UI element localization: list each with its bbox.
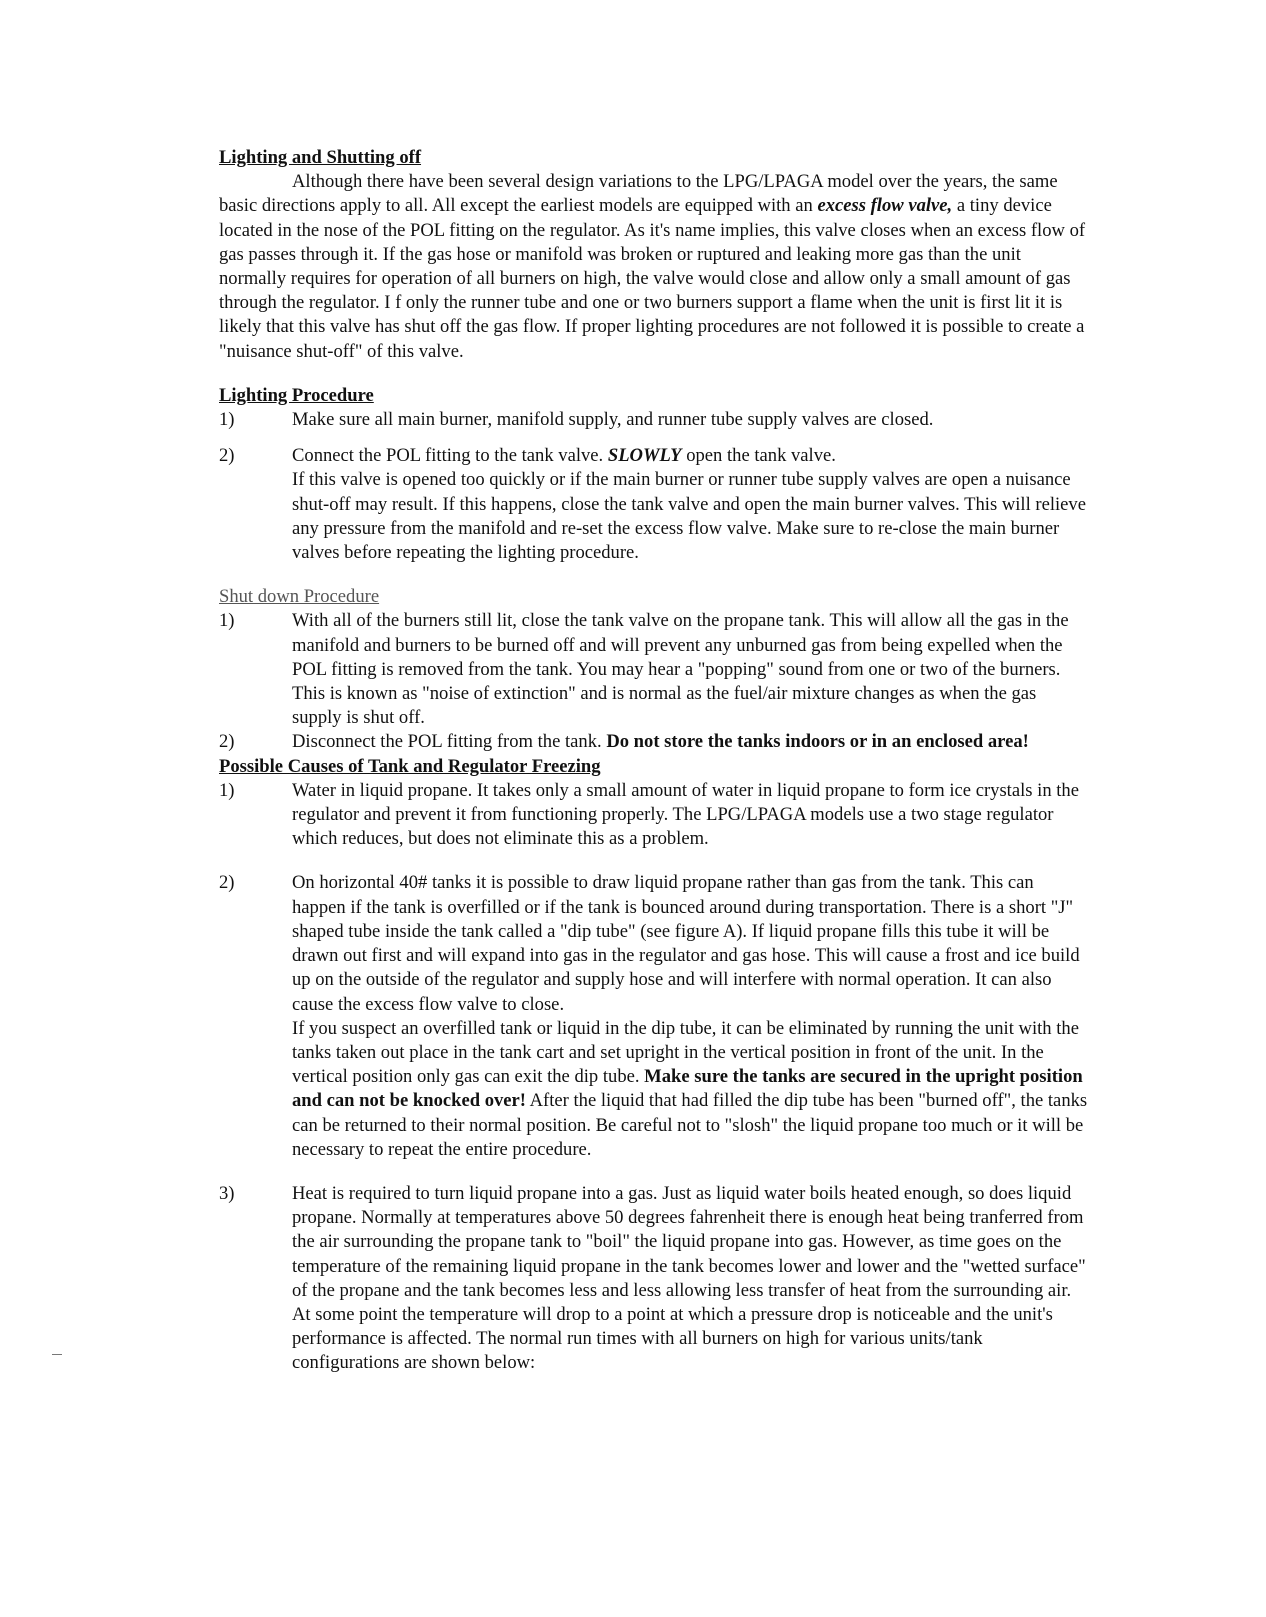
step-number: 3) (219, 1182, 235, 1204)
slowly-emphasis: SLOWLY (607, 445, 682, 467)
freezing-cause-2: 2) On horizontal 40# tanks it is possible to draw liquid propane rather than gas from the tank. This can happen if the tank is overfilled or if the tank is bounced around during transportation. There is a short "J" shaped tube inside the tank called a "dip tube" (see figure A). If liquid propane fills this tube it will be drawn out first and will expand into gas in the regulator and gas hose. This will cause a frost and ice build up on the outside of the regulator and supply hose and will interfere with normal operation. It can also cause the excess flow valve to close. If you suspect an overfilled tank or liquid in the dip tube, it can be eliminated by running the unit with the tanks taken out place in the tank cart and set upright in the vertical position in front of the unit. In the vertical position only gas can exit the dip tube. Make sure the tanks are secured in the upright position and can not be knocked over! After the liquid that had filled the dip tube has been "burned off", the tanks can be returned to their normal position. Be careful not to "slosh" the liquid propane too much or it will be necessary to repeat the entire procedure. (219, 872, 1088, 1160)
excess-flow-valve-term: excess flow valve, (817, 195, 953, 217)
margin-mark (52, 1354, 62, 1355)
shutdown-step-2: 2) Disconnect the POL fitting from the tank. Do not store the tanks indoors or in an enclosed area! (219, 730, 1089, 754)
document-page (219, 146, 1089, 1376)
step-number: 1) (219, 409, 235, 431)
heading-shutdown-procedure: Shut down Procedure (219, 586, 380, 608)
heading-freezing-causes: Possible Causes of Tank and Regulator Freezing (219, 755, 601, 777)
heading-lighting-shutting: Lighting and Shutting off (219, 147, 422, 168)
freezing-cause-3: 3) Heat is required to turn liquid propane into a gas. Just as liquid water boils heated enough, so does liquid propane. Normally at temperatures above 50 degrees fahrenheit there is enough heat being tranferred from the air surrounding the propane tank to "boil" the liquid propane into gas. However, as time goes on the temperature of the remaining liquid propane in the tank becomes lower and lower and the "wetted surface" of the propane and the tank becomes less and less allowing less transfer of heat from the surrounding air. At some point the temperature will drop to a point at which a pressure drop is noticeable and the unit's performance is affected. The normal run times with all burners on high for various units/tank configurations are shown below: (219, 1182, 1086, 1374)
step-number: 2) (219, 445, 235, 467)
heading-lighting-procedure: Lighting Procedure (219, 384, 374, 406)
intro-paragraph: Although there have been several design variations to the LPG/LPAGA model over the years, the same basic directions apply to all. All except the earliest models are equipped with an excess flow valve, a tiny device located in the nose of the POL fitting on the regulator. As it's name implies, this valve closes when an excess flow of gas passes through it. If the gas hose or manifold was broken or ruptured and leaking more gas than the unit normally requires for operation of all burners on high, the valve would close and allow only a small amount of gas through the regulator. I f only the runner tube and one or two burners support a flame when the unit is first lit it is likely that this valve has shut off the gas flow. If proper lighting procedures are not followed it is possible to create a "nuisance shut-off" of this valve. (219, 171, 1086, 362)
step-number: 2) (219, 872, 235, 894)
shutdown-step-1: 1) With all of the burners still lit, close the tank valve on the propane tank. This will allow all the gas in the manifold and burners to be burned off and will prevent any unburned gas from being expelled when the POL fitting is removed from the tank. You may hear a "popping" sound from one or two of the burners. This is known as "noise of extinction" and is normal as the fuel/air mixture changes as when the gas supply is shut off. (219, 610, 1069, 729)
step-number: 2) (219, 731, 235, 753)
storage-warning: Do not store the tanks indoors or in an enclosed area! (606, 731, 1029, 753)
secure-tanks-warning: Make sure the tanks are secured in the upright position and can not be knocked over! (292, 1066, 1083, 1112)
step-number: 1) (219, 779, 235, 801)
step-number: 1) (219, 610, 235, 632)
freezing-cause-1: 1) Water in liquid propane. It takes only a small amount of water in liquid propane to form ice crystals in the regulator and prevent it from functioning properly. The LPG/LPAGA models use a two stage regulator which reduces, but does not eliminate this as a problem. (219, 779, 1079, 850)
lighting-step-1: 1) Make sure all main burner, manifold supply, and runner tube supply valves are closed. (219, 408, 1089, 432)
lighting-step-2: 2) Connect the POL fitting to the tank valve. SLOWLY open the tank valve. If this valve is opened too quickly or if the main burner or runner tube supply valves are open a nuisance shut-off may result. If this happens, close the tank valve and open the main burner valves. This will relieve any pressure from the manifold and re-set the excess flow valve. Make sure to re-close the main burner valves before repeating the lighting procedure. (219, 445, 1086, 564)
